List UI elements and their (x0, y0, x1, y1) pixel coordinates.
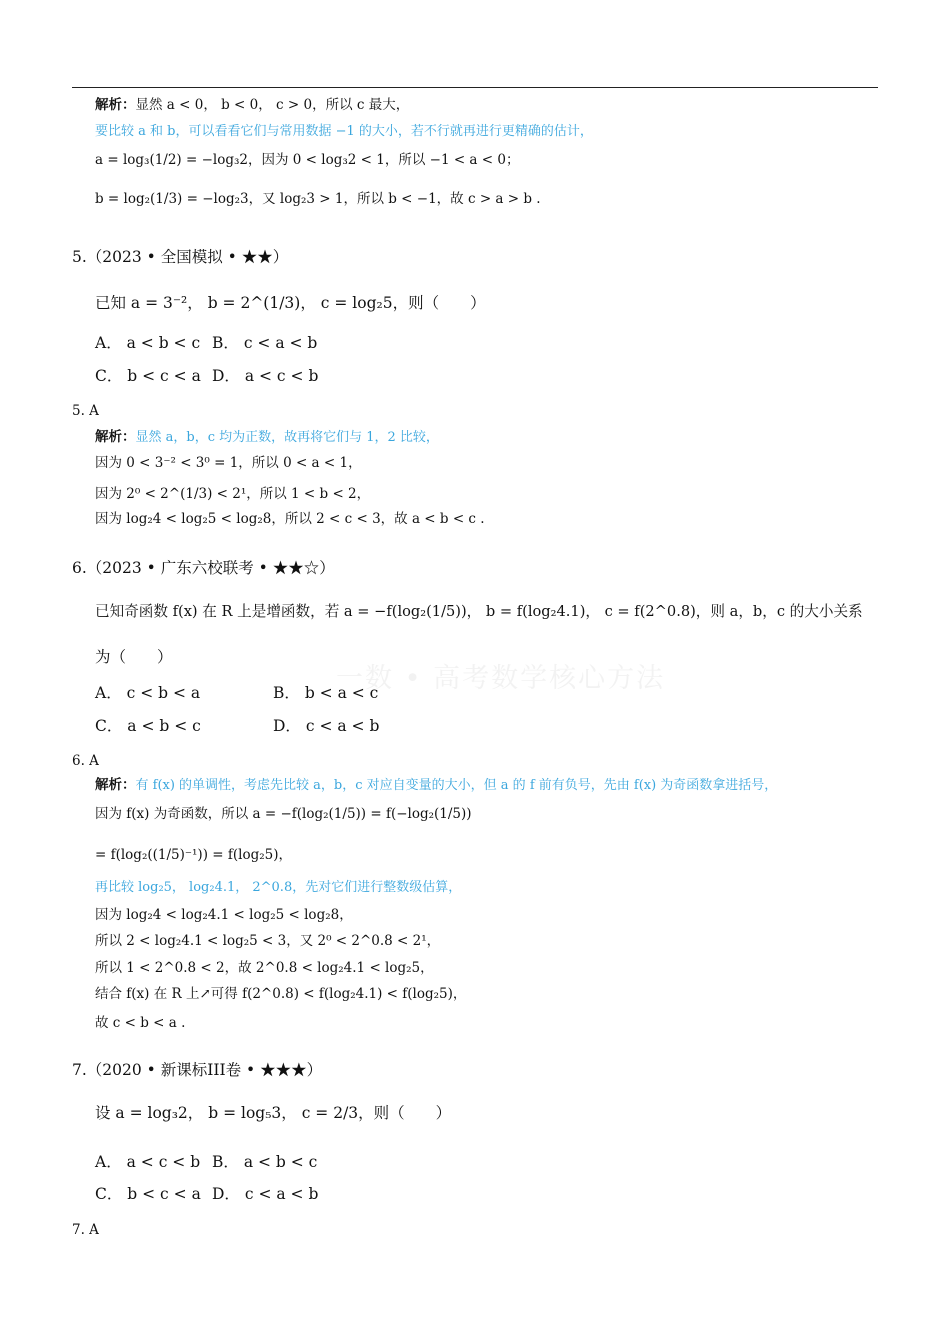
answer: 6. A (72, 753, 99, 769)
analysis-line: 因为 log₂4 < log₂4.1 < log₂5 < log₂8， (95, 907, 353, 923)
watermark: 一数 • 高考数学核心方法 (336, 663, 666, 694)
analysis-line: b = log₂(1/3) = −log₂3，又 log₂3 > 1，所以 b < −1，故 c > a > b . (95, 191, 541, 207)
option-d: D． c < a < b (212, 1185, 319, 1203)
option-c: C． b < c < a (95, 367, 201, 385)
option-a: A． c < b < a (95, 684, 201, 702)
question-header: 5.（2023 • 全国模拟 • ★★） (72, 248, 289, 266)
option-d: D． a < c < b (212, 367, 319, 385)
option-b: B． a < b < c (212, 1153, 318, 1171)
option-a: A． a < c < b (95, 1153, 201, 1171)
analysis-hint: 要比较 a 和 b，可以看看它们与常用数据 −1 的大小，若不行就再进行更精确的估计， (95, 124, 593, 139)
question-stem: 设 a = log₃2， b = log₅3， c = 2/3，则（ ） (95, 1104, 452, 1122)
analysis-label: 解析： (95, 777, 136, 793)
analysis-line: a = log₃(1/2) = −log₃2，因为 0 < log₃2 < 1，所以 −1 < a < 0； (95, 152, 520, 168)
analysis-line: 结合 f(x) 在 R 上↗可得 f(2^0.8) < f(log₂4.1) < f(log₂5)， (95, 986, 467, 1002)
option-a: A． a < b < c (95, 334, 201, 352)
question-header: 7.（2020 • 新课标III卷 • ★★★） (72, 1061, 323, 1079)
analysis-line: 因为 2⁰ < 2^(1/3) < 2¹，所以 1 < b < 2， (95, 486, 371, 502)
analysis-line (95, 429, 439, 446)
option-b: B． b < a < c (273, 684, 379, 702)
analysis-line: 解析：显然 a < 0， b < 0， c > 0，所以 c 最大， (95, 97, 410, 113)
option-b: B． c < a < b (212, 334, 318, 352)
top-rule (72, 87, 878, 88)
analysis-hint: 再比较 log₂5， log₂4.1， 2^0.8，先对它们进行整数级估算， (95, 880, 462, 895)
question-stem-cont: 为（ ） (95, 648, 173, 666)
option-c: C． a < b < c (95, 717, 201, 735)
analysis-line: 因为 f(x) 为奇函数，所以 a = −f(log₂(1/5)) = f(−log₂(1/5)) (95, 806, 472, 822)
analysis-hint: 有 f(x) 的单调性，考虑先比较 a，b，c 对应自变量的大小，但 a 的 f 前有负号，先由 f(x) 为奇函数拿进括号， (135, 778, 778, 793)
answer: 7. A (72, 1222, 99, 1238)
analysis-label: 解析： (95, 429, 136, 445)
question-stem: 已知 a = 3⁻²， b = 2^(1/3)， c = log₂5，则（ ） (95, 294, 486, 312)
analysis-line (95, 777, 777, 794)
option-c: C． b < c < a (95, 1185, 201, 1203)
analysis-line: 所以 2 < log₂4.1 < log₂5 < 3，又 2⁰ < 2^0.8 < 2¹， (95, 933, 441, 949)
analysis-label: 解析： (95, 97, 136, 113)
analysis-line: 故 c < b < a . (95, 1015, 186, 1031)
analysis-hint: 显然 a，b，c 均为正数，故再将它们与 1，2 比较， (135, 430, 439, 445)
analysis-line: 所以 1 < 2^0.8 < 2，故 2^0.8 < log₂4.1 < log₂5， (95, 960, 434, 976)
analysis-line: = f(log₂((1/5)⁻¹)) = f(log₂5)， (95, 847, 292, 863)
answer: 5. A (72, 403, 99, 419)
analysis-line: 因为 log₂4 < log₂5 < log₂8，所以 2 < c < 3，故 a < b < c . (95, 511, 485, 527)
question-stem: 已知奇函数 f(x) 在 R 上是增函数，若 a = −f(log₂(1/5))， b = f(log₂4.1)， c = f(2^0.8)，则 a，b，c 的大小关系 (95, 603, 863, 620)
analysis-line: 因为 0 < 3⁻² < 3⁰ = 1，所以 0 < a < 1， (95, 455, 362, 471)
question-header: 6.（2023 • 广东六校联考 • ★★☆） (72, 559, 335, 577)
option-d: D． c < a < b (273, 717, 380, 735)
